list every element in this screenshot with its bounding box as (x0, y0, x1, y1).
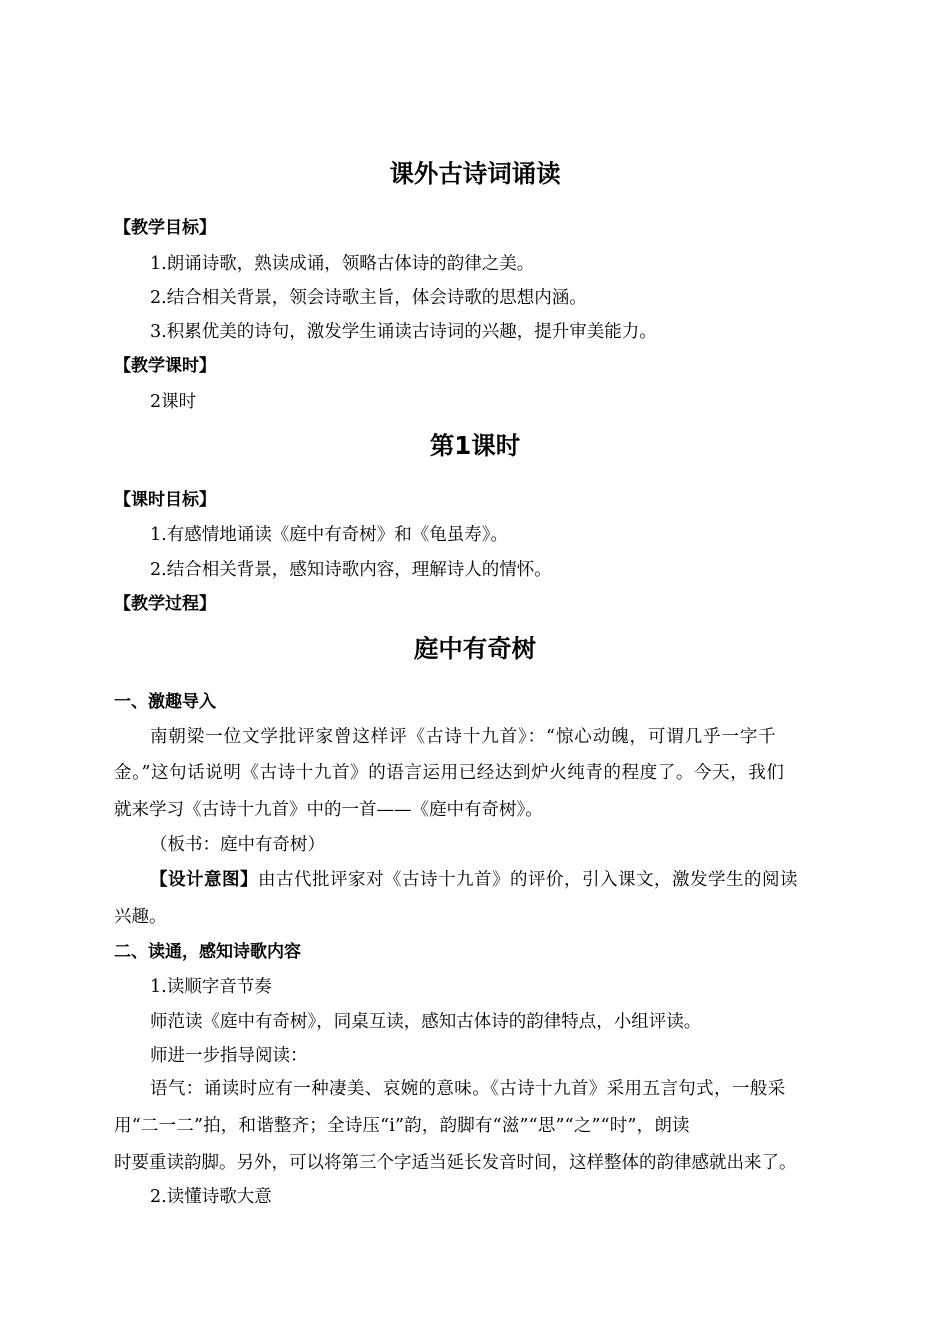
teaching-goal-1: 1.朗诵诗歌，熟读成诵，领略古体诗的韵律之美。 (150, 254, 535, 274)
tone-line3: 时要重读韵脚。另外，可以将第三个字适当延长发音时间，这样整体的韵律感就出来了。 (114, 1153, 797, 1173)
design-intent-line2: 兴趣。 (114, 907, 167, 927)
teaching-goals-heading: 【教学目标】 (114, 218, 216, 238)
board-note: （板书：庭中有奇树） (150, 835, 325, 855)
design-intent-text: 由古代批评家对《古诗十九首》的评价，引入课文，激发学生的阅读 (258, 870, 798, 890)
tone-line2: 用“二一二”拍，和谐整齐；全诗压“i”韵，韵脚有“滋”“思”“之”“时”，朗读 (114, 1116, 690, 1136)
lesson-goals-heading: 【课时目标】 (114, 490, 216, 510)
part1-heading: 一、激趣导入 (114, 692, 216, 712)
tone-line1: 语气：诵读时应有一种凄美、哀婉的意味。《古诗十九首》采用五言句式，一般采 (150, 1079, 786, 1099)
lesson-goal-1: 1.有感情地诵读《庭中有奇树》和《龟虽寿》。 (150, 525, 508, 545)
teaching-goal-3: 3.积累优美的诗句，激发学生诵读古诗词的兴趣，提升审美能力。 (150, 322, 657, 342)
teaching-process-heading: 【教学过程】 (114, 594, 216, 614)
part1-para-line2: 金。”这句话说明《古诗十九首》的语言运用已经达到炉火纯青的程度了。今天，我们 (114, 763, 785, 783)
part2-sub2: 2.读懂诗歌大意 (150, 1187, 272, 1207)
part1-para-line3: 就来学习《古诗十九首》中的一首——《庭中有奇树》。 (114, 800, 543, 820)
design-intent-line1 (150, 872, 798, 890)
teaching-hours-heading: 【教学课时】 (114, 356, 216, 376)
design-intent-label: 【设计意图】 (150, 870, 258, 890)
poem-title: 庭中有奇树 (413, 634, 537, 663)
part2-sub1: 1.读顺字音节奏 (150, 977, 272, 997)
part2-line-a: 师范读《庭中有奇树》，同桌互读，感知古体诗的韵律特点，小组评读。 (150, 1012, 702, 1032)
part2-heading: 二、读通，感知诗歌内容 (114, 942, 301, 962)
part2-line-b: 师进一步指导阅读： (150, 1046, 308, 1066)
teaching-goal-2: 2.结合相关背景，领会诗歌主旨，体会诗歌的思想内涵。 (150, 288, 587, 308)
lesson1-title: 第1课时 (429, 431, 521, 460)
lesson-goal-2: 2.结合相关背景，感知诗歌内容，理解诗人的情怀。 (150, 560, 552, 580)
teaching-hours-value: 2课时 (150, 392, 197, 412)
document-title: 课外古诗词诵读 (389, 159, 561, 188)
part1-para-line1: 南朝梁一位文学批评家曾这样评《古诗十九首》：“惊心动魄，可谓几乎一字千 (150, 727, 777, 747)
